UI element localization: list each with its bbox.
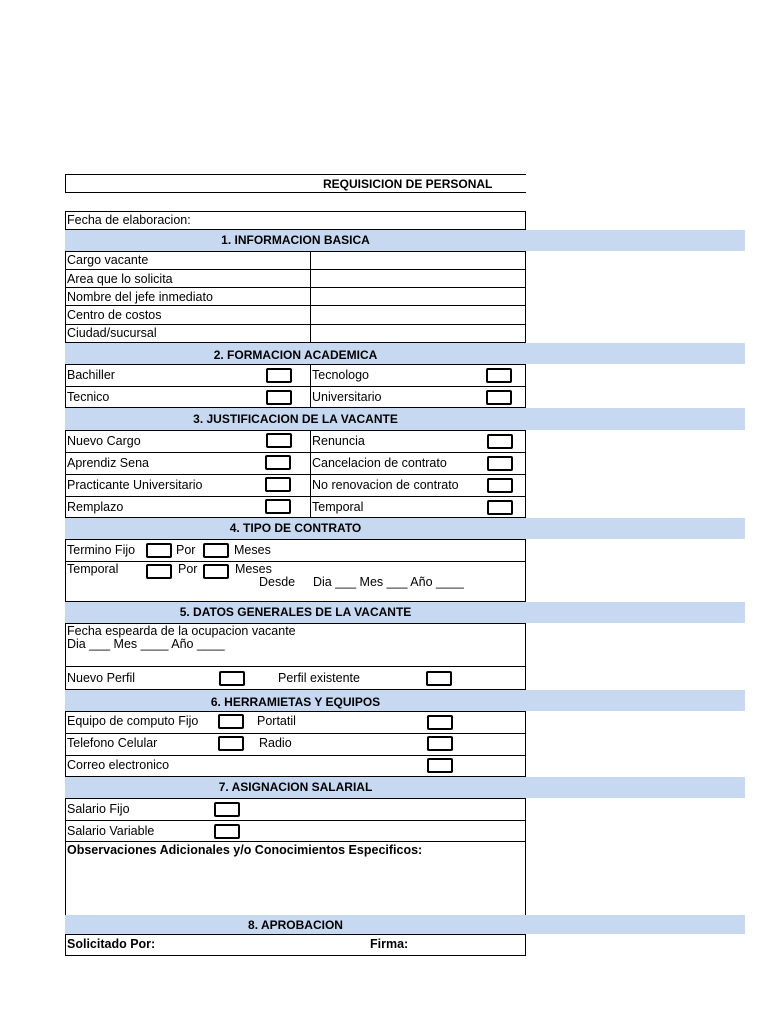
fecha-esperada-label: Fecha espearda de la ocupacion vacante — [67, 624, 296, 638]
termino-fijo-meses-checkbox[interactable] — [203, 543, 229, 558]
cargo-vacante-label: Cargo vacante — [67, 253, 149, 267]
section-6-title: 6. HERRAMIETAS Y EQUIPOS — [210, 695, 381, 709]
section-4-title: 4. TIPO DE CONTRATO — [229, 521, 362, 535]
form-title: REQUISICION DE PERSONAL — [323, 177, 493, 191]
section-8-title: 8. APROBACION — [248, 918, 343, 932]
firma-label: Firma: — [370, 937, 409, 951]
solicitado-por-label: Solicitado Por: — [67, 937, 156, 951]
desde-label: Desde — [259, 575, 296, 589]
equipo-fijo-checkbox[interactable] — [218, 714, 244, 729]
telefono-celular-checkbox[interactable] — [218, 736, 244, 751]
temporal-por-label: Por — [178, 562, 198, 576]
radio-label: Radio — [259, 736, 292, 750]
salario-variable-label: Salario Variable — [67, 824, 155, 838]
renuncia-checkbox[interactable] — [487, 434, 513, 449]
termino-fijo-label: Termino Fijo — [67, 543, 136, 557]
nuevo-cargo-label: Nuevo Cargo — [67, 434, 141, 448]
telefono-celular-label: Telefono Celular — [67, 736, 158, 750]
section-5-title: 5. DATOS GENERALES DE LA VACANTE — [179, 605, 412, 619]
cancelacion-contrato-checkbox[interactable] — [487, 456, 513, 471]
no-renovacion-checkbox[interactable] — [487, 478, 513, 493]
fecha-elaboracion-row[interactable] — [65, 211, 526, 230]
observaciones-area[interactable] — [67, 860, 523, 913]
practicante-checkbox[interactable] — [265, 477, 291, 492]
bachiller-checkbox[interactable] — [266, 368, 292, 383]
no-renovacion-label: No renovacion de contrato — [312, 478, 459, 492]
salario-fijo-label: Salario Fijo — [67, 802, 130, 816]
section-3-title: 3. JUSTIFICACION DE LA VACANTE — [193, 412, 398, 426]
salario-variable-checkbox[interactable] — [214, 824, 240, 839]
tecnologo-checkbox[interactable] — [486, 368, 512, 383]
temporal-justificacion-label: Temporal — [312, 500, 364, 514]
portatil-checkbox[interactable] — [427, 715, 453, 730]
cancelacion-contrato-label: Cancelacion de contrato — [312, 456, 447, 470]
section-1-title: 1. INFORMACION BASICA — [221, 233, 370, 247]
centro-costos-label: Centro de costos — [67, 308, 162, 322]
tecnico-checkbox[interactable] — [266, 390, 292, 405]
termino-fijo-meses-label: Meses — [234, 543, 271, 557]
fecha-elaboracion-label: Fecha de elaboracion: — [67, 213, 191, 227]
remplazo-checkbox[interactable] — [265, 499, 291, 514]
remplazo-label: Remplazo — [67, 500, 124, 514]
perfil-existente-label: Perfil existente — [278, 671, 360, 685]
universitario-label: Universitario — [312, 390, 382, 404]
universitario-checkbox[interactable] — [486, 390, 512, 405]
contrato-fecha-line[interactable]: Dia ___ Mes ___ Año ____ — [313, 575, 464, 589]
tecnico-label: Tecnico — [67, 390, 110, 404]
jefe-inmediato-label: Nombre del jefe inmediato — [67, 290, 213, 304]
observaciones-label: Observaciones Adicionales y/o Conocimientos Especificos: — [67, 843, 423, 857]
temporal-meses-checkbox[interactable] — [203, 564, 229, 579]
temporal-meses-label: Meses — [235, 562, 272, 576]
correo-electronico-checkbox[interactable] — [427, 758, 453, 773]
termino-fijo-checkbox[interactable] — [146, 543, 172, 558]
bachiller-label: Bachiller — [67, 368, 115, 382]
equipo-fijo-label: Equipo de computo Fijo — [67, 714, 199, 728]
fecha-esperada-line[interactable]: Dia ___ Mes ____ Año ____ — [67, 637, 225, 651]
correo-electronico-label: Correo electronico — [67, 758, 170, 772]
salario-fijo-checkbox[interactable] — [214, 802, 240, 817]
section-7-title: 7. ASIGNACION SALARIAL — [218, 780, 373, 794]
nuevo-cargo-checkbox[interactable] — [266, 433, 292, 448]
renuncia-label: Renuncia — [312, 434, 365, 448]
aprendiz-sena-checkbox[interactable] — [265, 455, 291, 470]
nuevo-perfil-label: Nuevo Perfil — [67, 671, 136, 685]
section-2-title: 2. FORMACION ACADEMICA — [213, 348, 378, 362]
perfil-existente-checkbox[interactable] — [426, 671, 452, 686]
temporal-justificacion-checkbox[interactable] — [487, 500, 513, 515]
portatil-label: Portatil — [257, 714, 296, 728]
termino-fijo-por-label: Por — [176, 543, 196, 557]
area-solicita-label: Area que lo solicita — [67, 272, 173, 286]
temporal-contrato-label: Temporal — [67, 562, 119, 576]
radio-checkbox[interactable] — [427, 736, 453, 751]
aprendiz-sena-label: Aprendiz Sena — [67, 456, 150, 470]
temporal-contrato-checkbox[interactable] — [146, 564, 172, 579]
ciudad-sucursal-label: Ciudad/sucursal — [67, 326, 157, 340]
practicante-label: Practicante Universitario — [67, 478, 203, 492]
tecnologo-label: Tecnologo — [312, 368, 369, 382]
nuevo-perfil-checkbox[interactable] — [219, 671, 245, 686]
